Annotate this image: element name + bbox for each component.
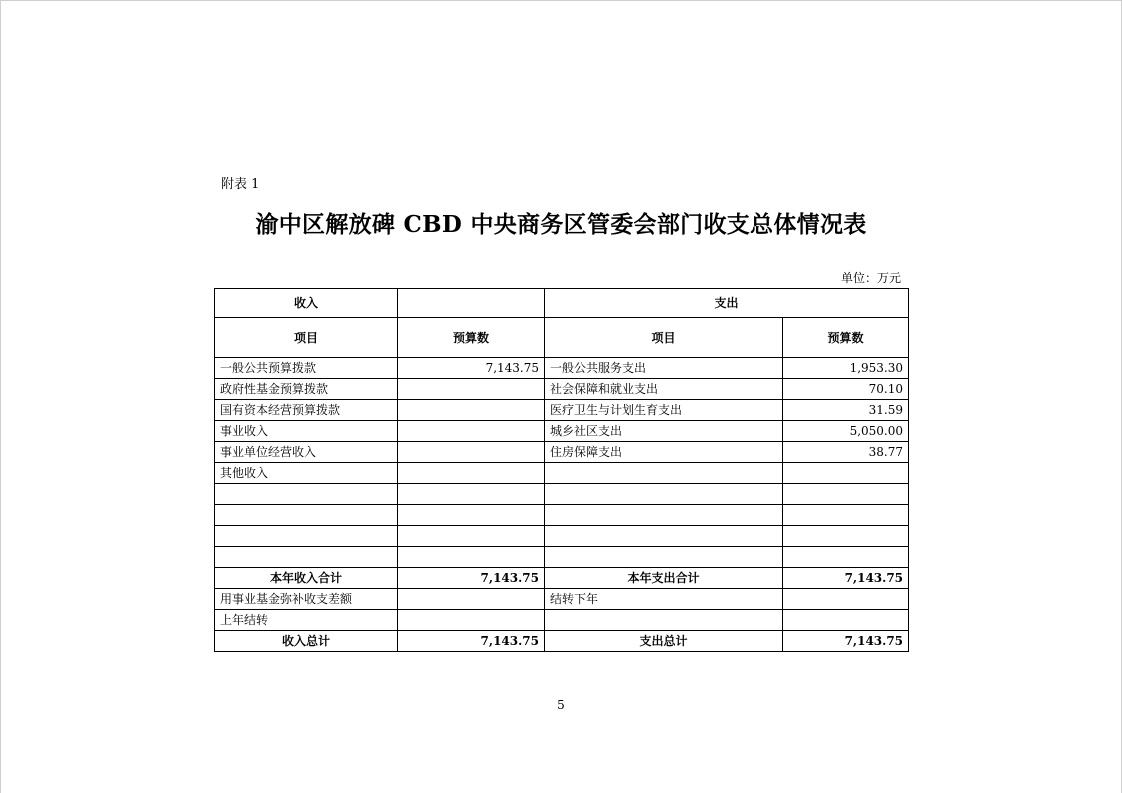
income-amount [398,526,545,547]
unit-label: 单位：万元 [840,271,901,285]
expense-budget-header: 预算数 [783,318,909,358]
income-amount [398,463,545,484]
expense-amount [783,547,909,568]
table-row [215,484,909,505]
table-row [215,505,909,526]
expense-item [545,484,783,505]
income-item [215,526,398,547]
income-item-header: 项目 [215,318,398,358]
table-row [215,463,909,484]
column-header-row [215,318,909,358]
expense-item: 医疗卫生与计划生育支出 [545,400,783,421]
page-edge-top [0,0,1122,1]
grand-total-row [215,631,909,652]
page-title: 渝中区解放碑 CBD 中央商务区管委会部门收支总体情况表 [255,211,867,238]
income-amount [398,589,545,610]
table-row [215,547,909,568]
expense-amount [783,610,909,631]
income-item: 上年结转 [215,610,398,631]
year-total-row [215,568,909,589]
income-amount [398,610,545,631]
expense-item: 一般公共服务支出 [545,358,783,379]
income-amount [398,547,545,568]
grand-income-total-label: 收入总计 [215,631,398,652]
income-item: 国有资本经营预算拨款 [215,400,398,421]
year-income-total-label: 本年收入合计 [215,568,398,589]
expense-amount [783,526,909,547]
income-amount [398,379,545,400]
income-group-header: 收入 [215,289,398,318]
table-row [215,421,909,442]
income-item [215,484,398,505]
table-row [215,400,909,421]
expense-item [545,610,783,631]
page-number: 5 [557,698,565,712]
expense-item [545,463,783,484]
income-item [215,505,398,526]
year-expense-total-label: 本年支出合计 [545,568,783,589]
attachment-label: 附表 1 [221,177,260,192]
income-amount: 7,143.75 [398,358,545,379]
year-income-total-amount: 7,143.75 [398,568,545,589]
expense-item: 住房保障支出 [545,442,783,463]
expense-item: 结转下年 [545,589,783,610]
table-row [215,379,909,400]
income-item [215,547,398,568]
group-header-row [215,289,909,318]
income-item: 事业收入 [215,421,398,442]
income-budget-header: 预算数 [398,318,545,358]
expense-item: 社会保障和就业支出 [545,379,783,400]
income-item: 事业单位经营收入 [215,442,398,463]
income-amount [398,442,545,463]
expense-item-header: 项目 [545,318,783,358]
expense-amount [783,484,909,505]
expense-item [545,505,783,526]
grand-expense-total-amount: 7,143.75 [783,631,909,652]
expense-item: 城乡社区支出 [545,421,783,442]
expense-amount [783,463,909,484]
income-amount [398,400,545,421]
income-item: 用事业基金弥补收支差额 [215,589,398,610]
income-item: 一般公共预算拨款 [215,358,398,379]
grand-expense-total-label: 支出总计 [545,631,783,652]
expense-item [545,526,783,547]
table-row [215,610,909,631]
expense-amount: 5,050.00 [783,421,909,442]
income-amount [398,484,545,505]
table-row [215,442,909,463]
budget-table [214,288,909,652]
expense-item [545,547,783,568]
expense-amount [783,505,909,526]
expense-amount: 31.59 [783,400,909,421]
expense-amount [783,589,909,610]
expense-amount: 70.10 [783,379,909,400]
table-row [215,589,909,610]
income-amount [398,421,545,442]
expense-group-header: 支出 [545,289,909,318]
table-row [215,526,909,547]
income-item: 其他收入 [215,463,398,484]
income-group-blank [398,289,545,318]
income-item: 政府性基金预算拨款 [215,379,398,400]
table-row [215,358,909,379]
income-amount [398,505,545,526]
expense-amount: 38.77 [783,442,909,463]
expense-amount: 1,953.30 [783,358,909,379]
grand-income-total-amount: 7,143.75 [398,631,545,652]
year-expense-total-amount: 7,143.75 [783,568,909,589]
page-edge-left [0,0,1,793]
